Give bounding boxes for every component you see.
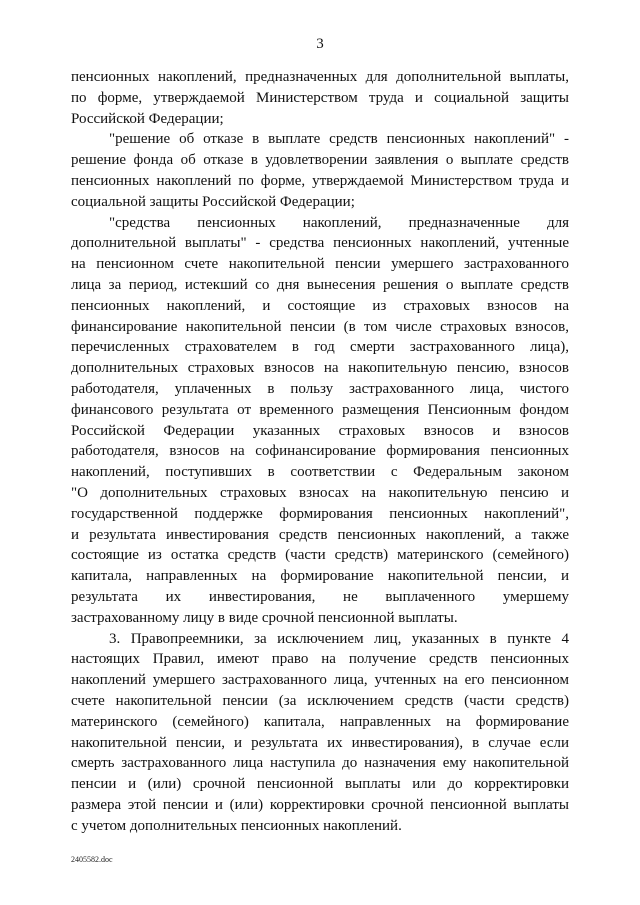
text-line: капитала, направленных на формирование накопительной пенсии, и — [71, 568, 569, 585]
text-line: работодателя, уплаченных в пользу застрахованного лица, чистого — [71, 380, 569, 397]
text-line: Российской Федерации указанных страховых взносов и взносов — [71, 422, 569, 439]
page-number: 3 — [316, 36, 324, 52]
text-line: пенсионных накоплений, предназначенных для дополнительной выплаты, — [71, 69, 569, 85]
text-line: Российской Федерации; — [71, 110, 224, 127]
text-line: накоплений умершего застрахованного лица, учтенных на его пенсионном — [71, 672, 569, 689]
text-line: дополнительной выплаты" - средства пенсионных накоплений, учтенные — [71, 235, 569, 252]
text-line: размера этой пенсии и (или) корректировки срочной пенсионной выплаты — [71, 796, 569, 813]
text-line: материнского (семейного) капитала, направленных на формирование — [71, 713, 569, 730]
text-line: пенсионных накоплений по форме, утверждаемой Министерством труда и — [71, 172, 569, 189]
document-body — [71, 67, 569, 836]
text-line: "решение об отказе в выплате средств пенсионных накоплений" - — [109, 131, 569, 148]
text-line: финансового результата от временного размещения Пенсионным фондом — [71, 401, 569, 418]
text-line: пенсии и (или) срочной пенсионной выплаты или до корректировки — [71, 776, 569, 793]
text-line: с учетом дополнительных пенсионных накоплений. — [71, 817, 402, 834]
text-line: "средства пенсионных накоплений, предназначенные для — [109, 214, 569, 231]
text-line: по форме, утверждаемой Министерством труда и социальной защиты — [71, 89, 569, 106]
text-line: состоящие из остатка средств (части средств) материнского (семейного) — [71, 547, 569, 564]
text-line: настоящих Правил, имеют право на получение средств пенсионных — [71, 651, 569, 668]
text-line: застрахованному лицу в виде срочной пенсионной выплаты. — [71, 609, 458, 626]
text-line: государственной поддержке формирования пенсионных накоплений", — [71, 505, 569, 522]
text-line: результата их инвестирования, не выплаченного умершему — [71, 588, 569, 605]
text-line: счете накопительной пенсии (за исключением средств (части средств) — [71, 692, 569, 709]
text-line: социальной защиты Российской Федерации; — [71, 193, 355, 210]
text-line: работодателя, взносов на софинансирование формирования пенсионных — [71, 443, 569, 460]
file-code: 2405582.doc — [71, 855, 113, 864]
text-line: перечисленных страхователем в год смерти застрахованного лица), — [71, 339, 569, 356]
text-line: лица за период, истекший со дня вынесения решения о выплате средств — [71, 276, 569, 293]
text-line: решение фонда об отказе в удовлетворении заявления о выплате средств — [71, 152, 569, 169]
text-line: и результата инвестирования средств пенсионных накоплений, а также — [71, 526, 569, 543]
text-line: пенсионных накоплений, и состоящие из страховых взносов на — [71, 297, 569, 314]
text-line: накопительной пенсии, и результата их инвестирования), в случае если — [71, 734, 569, 751]
text-line: 3. Правопреемники, за исключением лиц, указанных в пункте 4 — [109, 630, 569, 647]
text-line: на пенсионном счете накопительной пенсии умершего застрахованного — [71, 256, 569, 273]
text-line: дополнительных страховых взносов на накопительную пенсию, взносов — [71, 360, 569, 377]
text-line: накоплений, поступивших в соответствии с Федеральным законом — [71, 464, 569, 481]
text-line: смерть застрахованного лица наступила до назначения ему накопительной — [71, 755, 569, 772]
text-line: "О дополнительных страховых взносах на накопительную пенсию и — [71, 484, 569, 501]
text-line: финансирование накопительной пенсии (в том числе страховых взносов, — [71, 318, 569, 335]
